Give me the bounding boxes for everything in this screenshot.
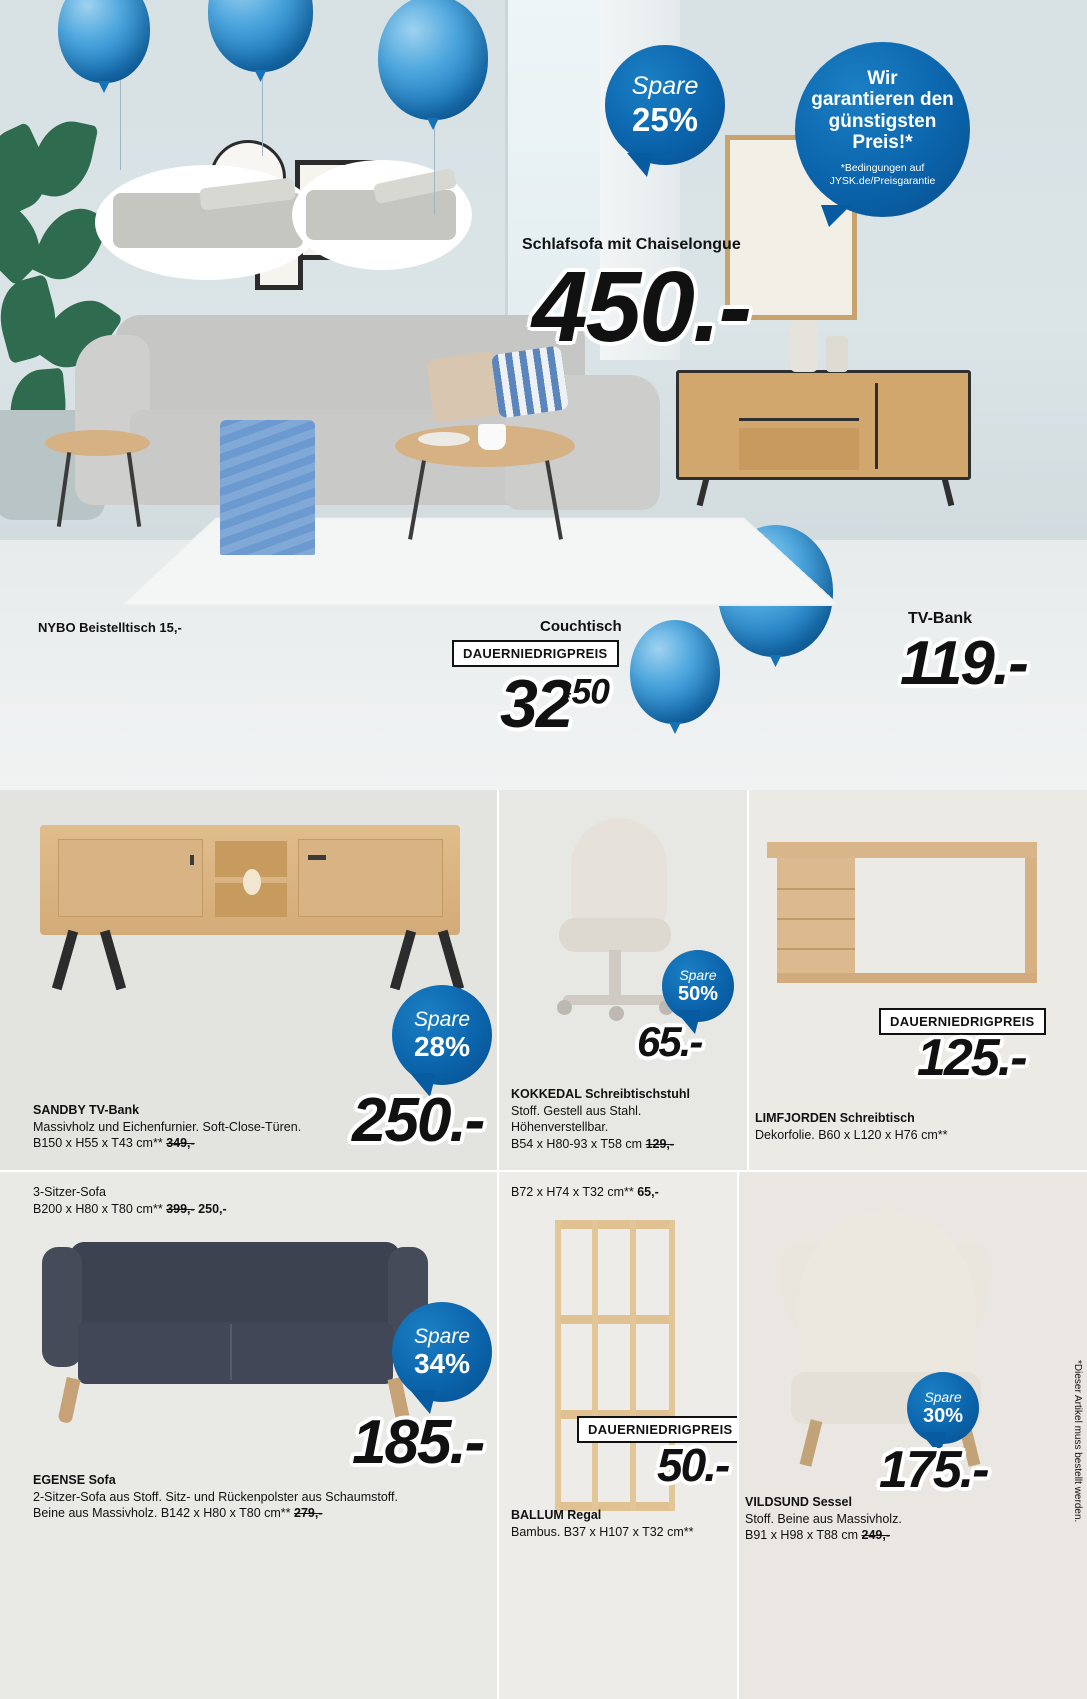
guarantee-footnote-2: JYSK.de/Preisgarantie — [829, 175, 936, 188]
desc-kokkedal — [511, 1086, 746, 1152]
panel-divider — [497, 790, 499, 1170]
odense-tv-bank-image — [676, 370, 971, 480]
guarantee-footnote-1: *Bedingungen auf — [840, 162, 925, 175]
guarantee-line2: garantieren den — [811, 89, 954, 111]
desc-line3: B54 x H80-93 x T58 cm 129,- — [511, 1136, 675, 1151]
desc-old-price: 279,- — [294, 1506, 323, 1520]
spare-badge-kokkedal: Spare 50% — [662, 950, 734, 1022]
footnote-side: *Dieser Artikel muss bestellt werden. — [1072, 1360, 1083, 1523]
limfjorden-price: 125.- — [917, 1029, 1026, 1087]
inset-sofa-storage — [292, 160, 472, 270]
guarantee-line1: Wir — [867, 68, 898, 89]
product-panel-limfjorden — [749, 790, 1087, 1170]
desc-line1: 2-Sitzer-Sofa aus Stoff. Sitz- und Rückenpolster aus Schaumstoff. — [33, 1489, 398, 1504]
balloon-icon — [378, 0, 488, 120]
hero-sofa-label: Schlafsofa mit Chaiselongue — [522, 236, 741, 253]
vildsund-chair-image — [739, 1172, 1087, 1699]
top-note-old-price: 399,- — [166, 1201, 195, 1216]
desc-limfjorden — [755, 1110, 1055, 1143]
egense-price: 185.- — [352, 1408, 484, 1477]
guarantee-line3: günstigsten Preis!* — [828, 110, 937, 153]
top-note-line1: 3-Sitzer-Sofa — [33, 1185, 106, 1199]
desc-title: SANDBY TV-Bank — [33, 1103, 140, 1117]
product-panel-kokkedal — [499, 790, 747, 1170]
balloon-icon — [630, 620, 720, 724]
spare-badge-egense: Spare 34% — [392, 1302, 492, 1402]
ballum-dnp-badge: DAUERNIEDRIGPREIS — [577, 1416, 737, 1443]
panel-divider — [497, 1172, 499, 1699]
desc-ballum — [511, 1507, 731, 1540]
desc-line2: Beine aus Massivholz. B142 x H80 x T80 cm** 279,- — [33, 1506, 323, 1520]
hero-tv-label: TV-Bank — [908, 610, 973, 627]
spare-badge-hero: Spare 25% — [605, 45, 725, 165]
ballum-price: 50.- — [657, 1439, 729, 1491]
hero-side-table-label: NYBO Beistelltisch 15,- — [38, 620, 182, 635]
price-guarantee-badge — [795, 42, 970, 217]
spare-badge-vildsund: Spare 30% — [907, 1372, 979, 1444]
desc-old-price: 349,- — [166, 1136, 195, 1150]
kokkedal-price: 65.- — [637, 1018, 702, 1065]
desc-title: LIMFJORDEN Schreibtisch — [755, 1111, 915, 1125]
vildsund-price: 175.- — [879, 1441, 988, 1499]
desc-line2: B91 x H98 x T88 cm 249,- — [745, 1528, 890, 1542]
desc-line2: B150 x H55 x T43 cm** 349,- — [33, 1136, 195, 1150]
limfjorden-dnp-badge: DAUERNIEDRIGPREIS — [879, 1008, 1046, 1035]
hero-coffee-dnp-badge: DAUERNIEDRIGPREIS — [452, 640, 619, 667]
desc-title: KOKKEDAL Schreibtischstuhl — [511, 1087, 690, 1101]
product-panel-vildsund — [739, 1172, 1087, 1699]
desc-old-price: 249,- — [861, 1528, 890, 1542]
desc-line1: Dekorfolie. B60 x L120 x H76 cm** — [755, 1127, 948, 1142]
panel-divider — [747, 790, 749, 1170]
top-note-price: 65,- — [637, 1185, 659, 1199]
sandby-price: 250.- — [352, 1086, 484, 1155]
desc-old-price: 129,- — [645, 1136, 675, 1151]
desc-line1: Massivholz und Eichenfurnier. Soft-Close-Türen. — [33, 1119, 302, 1134]
product-panel-ballum — [499, 1172, 737, 1699]
hero-tv-price: 119.- — [900, 629, 1027, 698]
nybo-side-table-image — [45, 430, 150, 456]
panel-divider — [0, 1170, 1087, 1172]
product-panel-egense — [0, 1172, 497, 1699]
desc-title: EGENSE Sofa — [33, 1473, 116, 1487]
desc-title: BALLUM Regal — [511, 1508, 602, 1522]
hero-coffee-price: $32^{50}$ — [500, 666, 609, 742]
top-note-dims: B72 x H74 x T32 cm** — [511, 1185, 634, 1199]
top-note-line2: B200 x H80 x T80 cm** 399,- 250,- — [33, 1201, 227, 1216]
hero-sofa-price: 450.- — [532, 251, 750, 363]
panel-divider — [737, 1172, 739, 1699]
inset-sofa-open — [95, 165, 320, 280]
hero-room-photo — [0, 0, 1087, 790]
desc-sandby — [33, 1102, 343, 1152]
product-panel-sandby — [0, 790, 497, 1170]
desc-line1: Bambus. B37 x H107 x T32 cm** — [511, 1524, 694, 1539]
hero-coffee-label: Couchtisch — [540, 618, 622, 635]
desc-line1: Stoff. Beine aus Massivholz. — [745, 1511, 902, 1526]
desc-title: VILDSUND Sessel — [745, 1495, 852, 1509]
spare-badge-sandby: Spare 28% — [392, 985, 492, 1085]
sandby-tv-bank-image — [40, 825, 460, 935]
desc-line2: Höhenverstellbar. — [511, 1120, 609, 1134]
top-note-new-price: 250,- — [198, 1201, 227, 1216]
desc-vildsund — [745, 1494, 1025, 1544]
desc-line1: Stoff. Gestell aus Stahl. — [511, 1103, 642, 1118]
desc-egense — [33, 1472, 463, 1522]
